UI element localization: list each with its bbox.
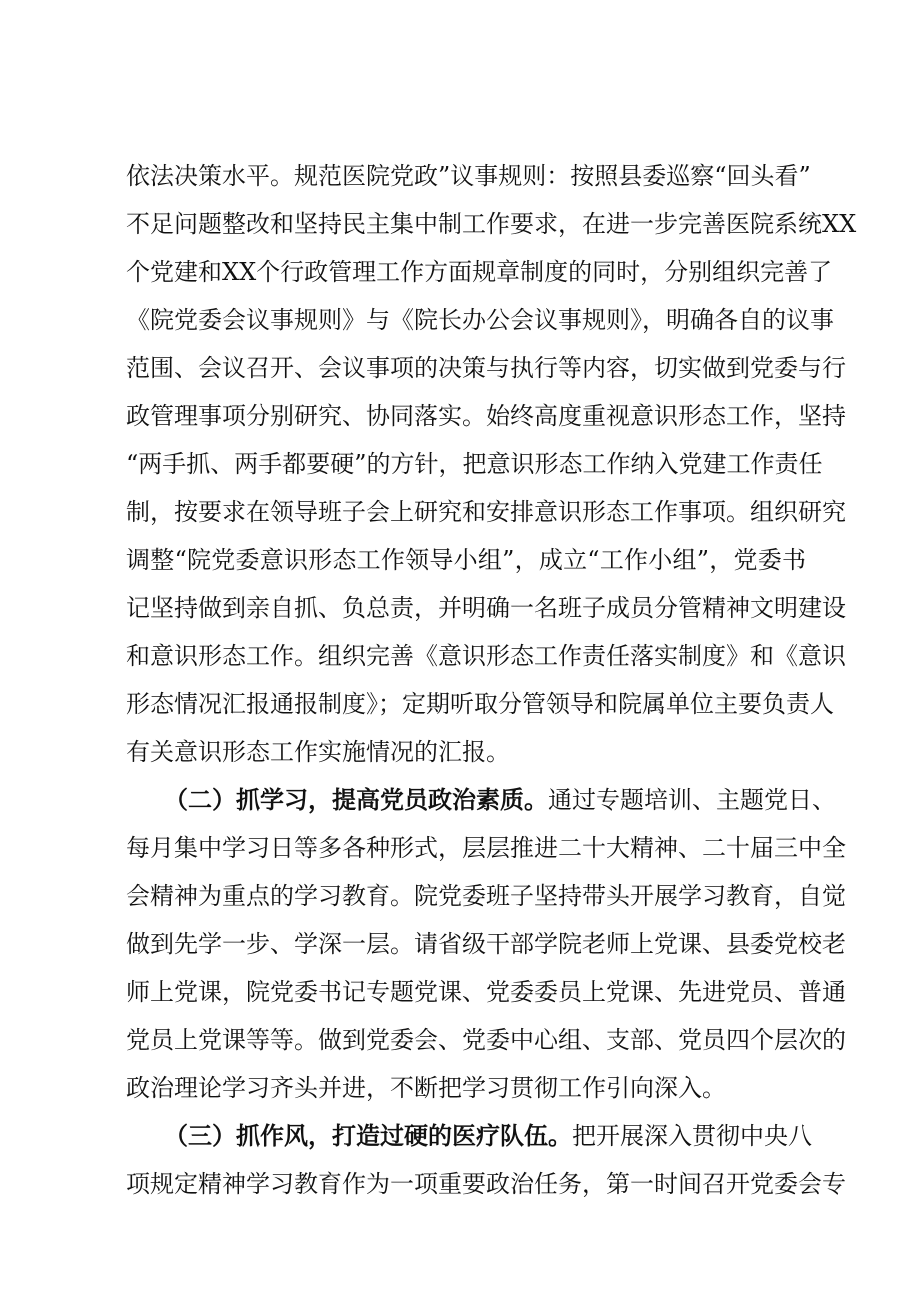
paragraph-2-line-6: 党员上党课等等。做到党委会、党委中心组、支部、党员四个层次的	[126, 1026, 846, 1054]
paragraph-2-line-1-text: 通过专题培训、主题党日、	[548, 786, 836, 814]
paragraph-1-line-7: “两手抓、两手都要硬”的方针，把意识形态工作纳入党建工作责任	[126, 450, 823, 478]
paragraph-1-line-11: 和意识形态工作。组织完善《意识形态工作责任落实制度》和《意识	[126, 642, 846, 670]
paragraph-3-line-1	[126, 1116, 812, 1156]
paragraph-1-line-6: 政管理事项分别研究、协同落实。始终高度重视意识形态工作，坚持	[126, 402, 846, 430]
section-heading-2: （二）抓学习，提高党员政治素质。	[164, 785, 548, 814]
paragraph-1-line-9: 调整“院党委意识形态工作领导小组”，成立“工作小组”，党委书	[126, 546, 806, 574]
paragraph-3-line-2: 项规定精神学习教育作为一项重要政治任务，第一时间召开党委会专	[126, 1170, 846, 1198]
paragraph-2-line-2: 每月集中学习日等多各种形式，层层推进二十大精神、二十届三中全	[126, 834, 846, 862]
paragraph-2-line-5: 师上党课，院党委书记专题党课、党委委员上党课、先进党员、普通	[126, 978, 846, 1006]
paragraph-1-line-3: 个党建和XX个行政管理工作方面规章制度的同时，分别组织完善了	[126, 258, 833, 286]
paragraph-1-line-13: 有关意识形态工作实施情况的汇报。	[126, 738, 510, 766]
paragraph-2-line-1	[126, 780, 836, 820]
section-heading-3: （三）抓作风，打造过硬的医疗队伍。	[164, 1121, 572, 1150]
paragraph-1-line-12: 形态情况汇报通报制度》；定期听取分管领导和院属单位主要负责人	[126, 690, 834, 718]
paragraph-2-line-3: 会精神为重点的学习教育。院党委班子坚持带头开展学习教育，自觉	[126, 882, 846, 910]
paragraph-1-line-4: 《院党委会议事规则》与《院长办公会议事规则》，明确各自的议事	[126, 306, 834, 334]
paragraph-2-line-7: 政治理论学习齐头并进，不断把学习贯彻工作引向深入。	[126, 1074, 726, 1102]
paragraph-2-line-4: 做到先学一步、学深一层。请省级干部学院老师上党课、县委党校老	[126, 930, 846, 958]
paragraph-1-line-2: 不足问题整改和坚持民主集中制工作要求，在进一步完善医院系统XX	[126, 210, 857, 238]
paragraph-1-line-10: 记坚持做到亲自抓、负总责，并明确一名班子成员分管精神文明建设	[126, 594, 846, 622]
paragraph-3-line-1-text: 把开展深入贯彻中央八	[572, 1122, 812, 1150]
paragraph-1-line-1: 依法决策水平。规范医院党政”议事规则：按照县委巡察“回头看”	[126, 162, 811, 190]
paragraph-1-line-8: 制，按要求在领导班子会上研究和安排意识形态工作事项。组织研究	[126, 498, 846, 526]
paragraph-1-line-5: 范围、会议召开、会议事项的决策与执行等内容，切实做到党委与行	[126, 354, 846, 382]
